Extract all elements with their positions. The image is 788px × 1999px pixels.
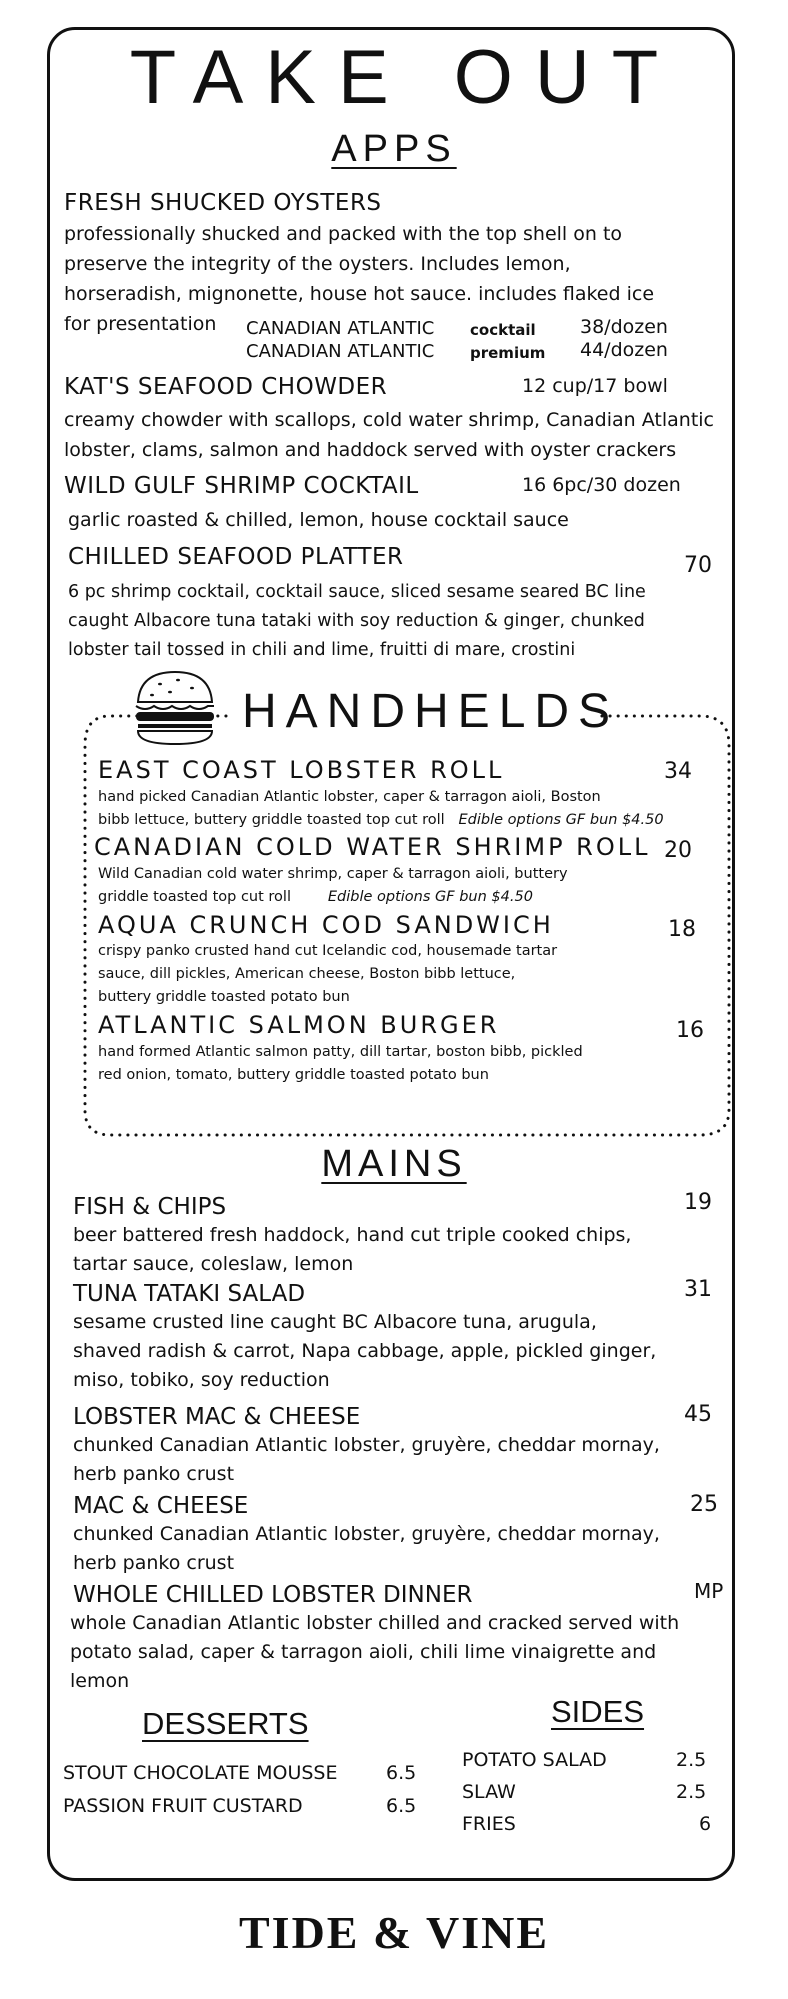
oyster-option-price: 44/dozen — [580, 339, 668, 361]
handheld-desc — [98, 1041, 698, 1087]
oysters-desc-line: horseradish, mignonette, house hot sauce. includes flaked ice — [64, 283, 655, 305]
handhelds-heading: HANDHELDS — [242, 685, 620, 738]
chowder-name: KAT'S SEAFOOD CHOWDER — [64, 374, 388, 400]
oysters-desc-line: professionally shucked and packed with the top shell on to — [64, 223, 623, 245]
chowder-desc-line: lobster, clams, salmon and haddock served with oyster crackers — [64, 439, 677, 461]
side-price: 6 — [699, 1813, 712, 1835]
side-name: SLAW — [462, 1781, 516, 1803]
main-name: TUNA TATAKI SALAD — [73, 1281, 306, 1307]
oyster-option-price: 38/dozen — [580, 316, 668, 338]
handheld-option: Edible options GF bun $4.50 — [458, 812, 664, 828]
handheld-price: 16 — [676, 1018, 704, 1043]
handheld-price: 18 — [668, 917, 696, 942]
shrimp-cocktail-desc: garlic roasted & chilled, lemon, house cocktail sauce — [68, 509, 569, 531]
burger-icon — [130, 668, 220, 748]
platter-desc-line: caught Albacore tuna tataki with soy reduction & ginger, chunked — [68, 611, 645, 631]
handheld-desc-line: buttery griddle toasted potato bun — [98, 989, 350, 1005]
oysters-desc-line: for presentation — [64, 313, 217, 335]
main-desc — [73, 1308, 713, 1395]
desserts-heading: DESSERTS — [142, 1706, 309, 1741]
main-desc — [73, 1221, 713, 1279]
handheld-desc-line: hand formed Atlantic salmon patty, dill tartar, boston bibb, pickled — [98, 1044, 583, 1060]
handheld-name: ATLANTIC SALMON BURGER — [98, 1011, 500, 1039]
handheld-desc-line: red onion, tomato, buttery griddle toasted potato bun — [98, 1067, 489, 1083]
main-desc-line: chunked Canadian Atlantic lobster, gruyère, cheddar mornay, — [73, 1523, 660, 1545]
oyster-option-grade: premium — [470, 344, 546, 362]
handheld-name: EAST COAST LOBSTER ROLL — [98, 756, 505, 784]
platter-desc-line: lobster tail tossed in chili and lime, fruitti di mare, crostini — [68, 640, 576, 660]
handheld-name: AQUA CRUNCH COD SANDWICH — [98, 911, 554, 939]
platter-desc-line: 6 pc shrimp cocktail, cocktail sauce, sliced sesame seared BC line — [68, 582, 646, 602]
handheld-desc-line: Wild Canadian cold water shrimp, caper & tarragon aioli, buttery — [98, 866, 568, 882]
sides-heading: SIDES — [551, 1694, 645, 1729]
handheld-option: Edible options GF bun $4.50 — [327, 889, 533, 905]
oyster-option-origin: CANADIAN ATLANTIC — [246, 341, 435, 362]
handheld-desc-line: crispy panko crusted hand cut Icelandic cod, housemade tartar — [98, 943, 558, 959]
platter-price: 70 — [684, 553, 712, 578]
main-desc-line: tartar sauce, coleslaw, lemon — [73, 1253, 354, 1275]
oysters-name: FRESH SHUCKED OYSTERS — [64, 190, 382, 216]
handheld-desc-line: griddle toasted top cut roll — [98, 889, 291, 905]
side-price: 2.5 — [676, 1781, 707, 1803]
handheld-desc-line: bibb lettuce, buttery griddle toasted top cut roll — [98, 812, 445, 828]
main-price: 31 — [684, 1277, 712, 1302]
oyster-option-origin: CANADIAN ATLANTIC — [246, 318, 435, 339]
main-price: 45 — [684, 1402, 712, 1427]
shrimp-cocktail-name: WILD GULF SHRIMP COCKTAIL — [64, 473, 419, 499]
platter-name: CHILLED SEAFOOD PLATTER — [68, 544, 404, 570]
handheld-desc — [98, 863, 698, 909]
handheld-desc-line: hand picked Canadian Atlantic lobster, caper & tarragon aioli, Boston — [98, 789, 601, 805]
main-desc-line: sesame crusted line caught BC Albacore tuna, arugula, — [73, 1311, 597, 1333]
main-desc-line: miso, tobiko, soy reduction — [73, 1369, 330, 1391]
main-name: FISH & CHIPS — [73, 1194, 227, 1220]
main-name: MAC & CHEESE — [73, 1493, 249, 1519]
side-price: 2.5 — [676, 1749, 707, 1771]
dessert-name: STOUT CHOCOLATE MOUSSE — [63, 1762, 338, 1784]
main-price: 19 — [684, 1190, 712, 1215]
main-desc-line: shaved radish & carrot, Napa cabbage, apple, pickled ginger, — [73, 1340, 657, 1362]
main-desc — [73, 1431, 713, 1489]
handheld-desc — [98, 786, 698, 832]
main-price: 25 — [690, 1492, 718, 1517]
main-desc-line: herb panko crust — [73, 1552, 235, 1574]
main-desc-line: beer battered fresh haddock, hand cut triple cooked chips, — [73, 1224, 632, 1246]
handheld-name: CANADIAN COLD WATER SHRIMP ROLL — [94, 833, 651, 861]
main-desc — [70, 1609, 730, 1696]
apps-heading: APPS — [331, 128, 457, 170]
main-desc — [73, 1520, 713, 1578]
main-desc-line: herb panko crust — [73, 1463, 235, 1485]
page-title: TAKE OUT — [129, 35, 681, 120]
handheld-price: 20 — [664, 838, 692, 863]
main-desc-line: lemon — [70, 1670, 130, 1692]
dessert-price: 6.5 — [386, 1795, 417, 1817]
oyster-option-grade: cocktail — [470, 321, 536, 339]
chowder-price: 12 cup/17 bowl — [522, 375, 668, 397]
restaurant-brand: TIDE & VINE — [239, 1907, 549, 1958]
main-desc-line: whole Canadian Atlantic lobster chilled and cracked served with — [70, 1612, 680, 1634]
main-name: LOBSTER MAC & CHEESE — [73, 1404, 361, 1430]
main-price: MP — [694, 1579, 724, 1603]
handheld-desc — [98, 940, 698, 1009]
main-desc-line: potato salad, caper & tarragon aioli, chili lime vinaigrette and — [70, 1641, 657, 1663]
chowder-desc-line: creamy chowder with scallops, cold water shrimp, Canadian Atlantic — [64, 409, 714, 431]
main-name: WHOLE CHILLED LOBSTER DINNER — [73, 1582, 473, 1608]
main-desc-line: chunked Canadian Atlantic lobster, gruyère, cheddar mornay, — [73, 1434, 660, 1456]
oysters-desc-line: preserve the integrity of the oysters. Includes lemon, — [64, 253, 571, 275]
handheld-price: 34 — [664, 759, 692, 784]
dessert-price: 6.5 — [386, 1762, 417, 1784]
handheld-desc-line: sauce, dill pickles, American cheese, Boston bibb lettuce, — [98, 966, 516, 982]
side-name: POTATO SALAD — [462, 1749, 607, 1771]
shrimp-cocktail-price: 16 6pc/30 dozen — [522, 474, 681, 496]
mains-heading: MAINS — [321, 1143, 467, 1185]
dessert-name: PASSION FRUIT CUSTARD — [63, 1795, 303, 1817]
side-name: FRIES — [462, 1813, 516, 1835]
